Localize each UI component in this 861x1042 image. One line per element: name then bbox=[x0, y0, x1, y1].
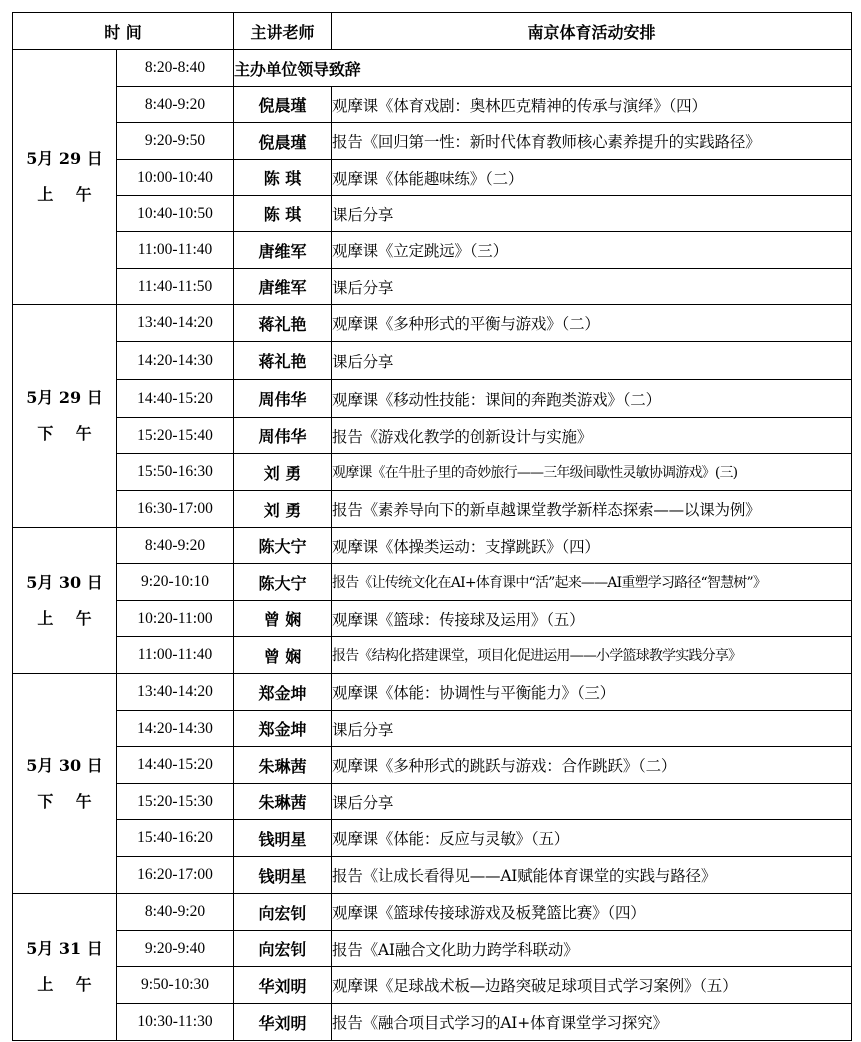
day-label: 5月 30 日 bbox=[26, 755, 103, 775]
header-time: 时 间 bbox=[13, 13, 234, 50]
activity-cell: 课后分享 bbox=[332, 196, 852, 232]
schedule-row bbox=[13, 564, 852, 601]
teacher-cell: 唐维军 bbox=[234, 232, 332, 269]
day-cell bbox=[13, 894, 117, 1041]
schedule-row bbox=[13, 50, 852, 87]
teacher-cell: 倪晨瑾 bbox=[234, 123, 332, 160]
period-label: 上 午 bbox=[37, 975, 92, 994]
time-cell: 15:50-16:30 bbox=[117, 454, 234, 491]
activity-cell: 观摩课《篮球传接球游戏及板凳篮比赛》（四） bbox=[332, 894, 852, 931]
teacher-cell: 曾 娴 bbox=[234, 601, 332, 637]
day-cell bbox=[13, 528, 117, 674]
time-cell: 16:20-17:00 bbox=[117, 857, 234, 894]
time-cell: 15:20-15:40 bbox=[117, 418, 234, 454]
header-activity: 南京体育活动安排 bbox=[332, 13, 852, 50]
day-label: 5月 29 日 bbox=[26, 388, 103, 407]
activity-cell: 观摩课《体能趣味练》（二） bbox=[332, 160, 852, 196]
time-cell: 9:20-9:40 bbox=[117, 931, 234, 967]
activity-cell: 观摩课《体能：反应与灵敏》（五） bbox=[332, 820, 852, 857]
teacher-cell: 钱明星 bbox=[234, 857, 332, 894]
schedule-table bbox=[12, 12, 852, 1041]
schedule-row bbox=[13, 305, 852, 342]
time-cell: 14:20-14:30 bbox=[117, 711, 234, 747]
period-label: 上 午 bbox=[37, 608, 92, 628]
teacher-cell: 周伟华 bbox=[234, 418, 332, 454]
teacher-cell: 唐维军 bbox=[234, 269, 332, 305]
teacher-cell: 郑金坤 bbox=[234, 674, 332, 711]
activity-cell: 主办单位领导致辞 bbox=[234, 50, 852, 87]
time-cell: 8:40-9:20 bbox=[117, 528, 234, 564]
activity-cell: 观摩课《体育戏剧：奥林匹克精神的传承与演绎》（四） bbox=[332, 87, 852, 123]
schedule-row bbox=[13, 380, 852, 418]
time-cell: 13:40-14:20 bbox=[117, 674, 234, 711]
schedule-body bbox=[13, 50, 852, 1041]
teacher-cell: 蒋礼艳 bbox=[234, 305, 332, 342]
schedule-row bbox=[13, 454, 852, 491]
activity-cell: 观摩课《篮球：传接球及运用》（五） bbox=[332, 601, 852, 637]
schedule-row bbox=[13, 894, 852, 931]
day-label: 5月 29 日 bbox=[26, 149, 103, 168]
teacher-cell: 周伟华 bbox=[234, 380, 332, 418]
teacher-cell: 刘 勇 bbox=[234, 491, 332, 528]
time-cell: 10:00-10:40 bbox=[117, 160, 234, 196]
time-cell: 9:50-10:30 bbox=[117, 967, 234, 1004]
schedule-row bbox=[13, 820, 852, 857]
schedule-row bbox=[13, 967, 852, 1004]
teacher-cell: 陈 琪 bbox=[234, 196, 332, 232]
header-teacher: 主讲老师 bbox=[234, 13, 332, 50]
period-label: 下 午 bbox=[37, 424, 92, 443]
activity-cell: 观摩课《体能：协调性与平衡能力》（三） bbox=[332, 674, 852, 711]
activity-cell: 观摩课《立定跳远》（三） bbox=[332, 232, 852, 269]
teacher-cell: 朱琳茜 bbox=[234, 784, 332, 820]
schedule-row bbox=[13, 931, 852, 967]
teacher-cell: 钱明星 bbox=[234, 820, 332, 857]
schedule-row bbox=[13, 196, 852, 232]
activity-cell: 观摩课《多种形式的跳跃与游戏：合作跳跃》（二） bbox=[332, 747, 852, 784]
schedule-row bbox=[13, 160, 852, 196]
activity-cell: 课后分享 bbox=[332, 711, 852, 747]
teacher-cell: 倪晨瑾 bbox=[234, 87, 332, 123]
activity-cell: 课后分享 bbox=[332, 784, 852, 820]
activity-cell: 课后分享 bbox=[332, 342, 852, 380]
activity-cell: 报告《游戏化教学的创新设计与实施》 bbox=[332, 418, 852, 454]
schedule-row bbox=[13, 491, 852, 528]
schedule-row bbox=[13, 784, 852, 820]
header-row bbox=[13, 13, 852, 50]
activity-cell: 报告《让传统文化在AI+体育课中“活”起来——AI重塑学习路径“智慧树”》 bbox=[332, 564, 852, 601]
activity-cell: 课后分享 bbox=[332, 269, 852, 305]
time-cell: 8:40-9:20 bbox=[117, 894, 234, 931]
time-cell: 14:20-14:30 bbox=[117, 342, 234, 380]
teacher-cell: 华刘明 bbox=[234, 967, 332, 1004]
activity-cell: 报告《结构化搭建课堂，项目化促进运用——小学篮球教学实践分享》 bbox=[332, 637, 852, 674]
teacher-cell: 陈大宁 bbox=[234, 564, 332, 601]
time-cell: 13:40-14:20 bbox=[117, 305, 234, 342]
time-cell: 9:20-10:10 bbox=[117, 564, 234, 601]
schedule-row bbox=[13, 418, 852, 454]
teacher-cell: 向宏钊 bbox=[234, 894, 332, 931]
time-cell: 10:20-11:00 bbox=[117, 601, 234, 637]
schedule-row bbox=[13, 674, 852, 711]
teacher-cell: 郑金坤 bbox=[234, 711, 332, 747]
teacher-cell: 蒋礼艳 bbox=[234, 342, 332, 380]
time-cell: 14:40-15:20 bbox=[117, 747, 234, 784]
teacher-cell: 朱琳茜 bbox=[234, 747, 332, 784]
activity-cell: 观摩课《移动性技能：课间的奔跑类游戏》（二） bbox=[332, 380, 852, 418]
activity-cell: 报告《让成长看得见——AI赋能体育课堂的实践与路径》 bbox=[332, 857, 852, 894]
time-cell: 11:00-11:40 bbox=[117, 637, 234, 674]
activity-cell: 观摩课《体操类运动：支撑跳跃》（四） bbox=[332, 528, 852, 564]
schedule-row bbox=[13, 269, 852, 305]
schedule-row bbox=[13, 1004, 852, 1041]
time-cell: 16:30-17:00 bbox=[117, 491, 234, 528]
time-cell: 14:40-15:20 bbox=[117, 380, 234, 418]
schedule-row bbox=[13, 857, 852, 894]
time-cell: 11:40-11:50 bbox=[117, 269, 234, 305]
schedule-row bbox=[13, 123, 852, 160]
teacher-cell: 陈大宁 bbox=[234, 528, 332, 564]
time-cell: 8:20-8:40 bbox=[117, 50, 234, 87]
activity-cell: 观摩课《足球战术板—边路突破足球项目式学习案例》（五） bbox=[332, 967, 852, 1004]
time-cell: 8:40-9:20 bbox=[117, 87, 234, 123]
day-label: 5月 31 日 bbox=[26, 939, 103, 958]
teacher-cell: 华刘明 bbox=[234, 1004, 332, 1041]
schedule-row bbox=[13, 747, 852, 784]
day-label: 5月 30 日 bbox=[26, 572, 103, 592]
schedule-row bbox=[13, 601, 852, 637]
period-label: 下 午 bbox=[37, 791, 92, 811]
time-cell: 11:00-11:40 bbox=[117, 232, 234, 269]
schedule-row bbox=[13, 232, 852, 269]
time-cell: 15:40-16:20 bbox=[117, 820, 234, 857]
day-cell bbox=[13, 50, 117, 305]
activity-cell: 观摩课《多种形式的平衡与游戏》（二） bbox=[332, 305, 852, 342]
teacher-cell: 陈 琪 bbox=[234, 160, 332, 196]
schedule-row bbox=[13, 87, 852, 123]
time-cell: 10:30-11:30 bbox=[117, 1004, 234, 1041]
schedule-row bbox=[13, 711, 852, 747]
schedule-row bbox=[13, 637, 852, 674]
day-cell bbox=[13, 674, 117, 894]
period-label: 上 午 bbox=[37, 185, 92, 204]
activity-cell: 报告《融合项目式学习的AI+体育课堂学习探究》 bbox=[332, 1004, 852, 1041]
activity-cell: 报告《回归第一性：新时代体育教师核心素养提升的实践路径》 bbox=[332, 123, 852, 160]
time-cell: 15:20-15:30 bbox=[117, 784, 234, 820]
teacher-cell: 刘 勇 bbox=[234, 454, 332, 491]
activity-cell: 报告《素养导向下的新卓越课堂教学新样态探索——以课为例》 bbox=[332, 491, 852, 528]
schedule-row bbox=[13, 528, 852, 564]
schedule-row bbox=[13, 342, 852, 380]
activity-cell: 观摩课《在牛肚子里的奇妙旅行——三年级间歇性灵敏协调游戏》(三) bbox=[332, 454, 852, 491]
teacher-cell: 向宏钊 bbox=[234, 931, 332, 967]
teacher-cell: 曾 娴 bbox=[234, 637, 332, 674]
time-cell: 10:40-10:50 bbox=[117, 196, 234, 232]
day-cell bbox=[13, 305, 117, 528]
time-cell: 9:20-9:50 bbox=[117, 123, 234, 160]
activity-cell: 报告《AI融合文化助力跨学科联动》 bbox=[332, 931, 852, 967]
